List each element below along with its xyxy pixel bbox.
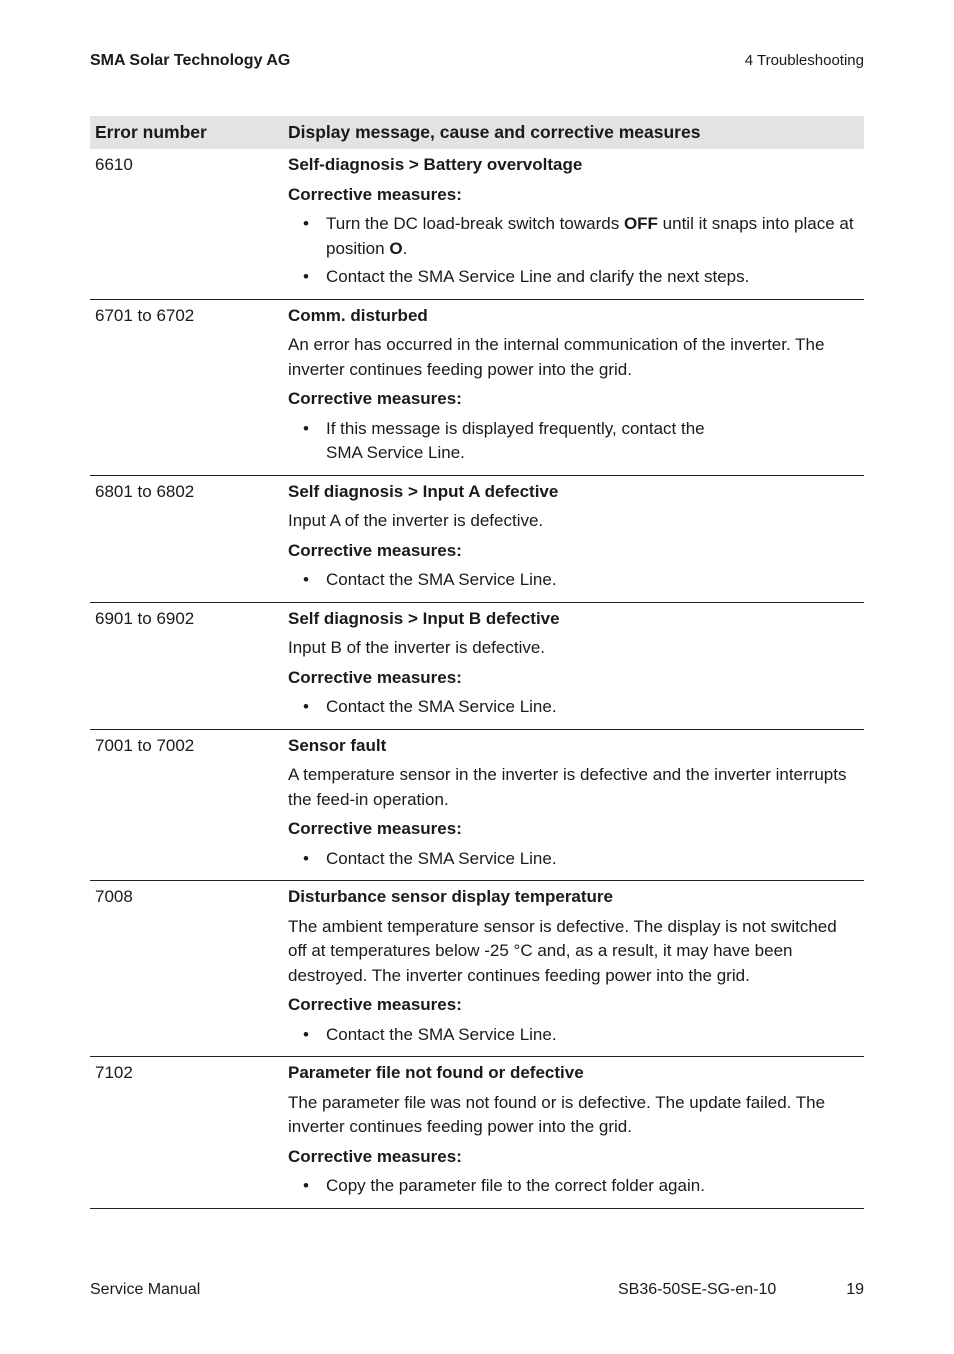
message-cell [283,1057,864,1209]
message-title: Sensor fault [288,735,387,755]
company-name: SMA Solar Technology AG [90,52,291,69]
corrective-label: Corrective measures: [288,540,462,560]
message-title: Self diagnosis > Input A defective [288,481,559,501]
table-row [90,475,864,602]
error-table [90,116,864,1209]
message-description: The parameter file was not found or is defective. The update failed. The inverter continues feeding power into the grid. [288,1092,826,1136]
measure-text: Turn the DC load-break switch towards [326,214,624,233]
corrective-label: Corrective measures: [288,995,462,1014]
corrective-label: Corrective measures: [288,1146,462,1166]
measure-item: • If this message is displayed frequently, contact the SMA Service Line. [288,417,858,466]
column-header-message: Display message, cause and corrective measures [283,116,864,149]
message-description: Input B of the inverter is defective. [288,638,546,657]
corrective-label: Corrective measures: [288,819,462,838]
corrective-label: Corrective measures: [288,389,462,408]
error-number: 7001 to 7002 [95,735,195,755]
measure-text: until it snaps into place at position [326,214,854,258]
measure-list [288,1174,858,1199]
measure-item: • Contact the SMA Service Line. [288,847,858,872]
measure-item: • Copy the parameter file to the correct folder again. [288,1174,858,1199]
measure-list [288,1023,858,1048]
error-number: 6801 to 6802 [95,481,195,501]
corrective-label: Corrective measures: [288,184,462,204]
message-cell [283,475,864,602]
table-header-row [90,116,864,149]
measure-list [288,212,858,290]
manual-type: Service Manual [90,1281,201,1298]
message-title: Self diagnosis > Input B defective [288,608,560,628]
message-title: Self-diagnosis > Battery overvoltage [288,155,583,174]
message-cell [283,602,864,729]
measure-list [288,847,858,872]
table-row [90,729,864,881]
table-row [90,1057,864,1209]
measure-item: • Contact the SMA Service Line. [288,568,858,593]
table-row [90,602,864,729]
message-title: Parameter file not found or defective [288,1063,584,1082]
table-row [90,149,864,299]
message-cell [283,149,864,299]
error-number: 7008 [95,887,133,906]
chapter-title: 4 Troubleshooting [744,52,864,69]
measure-item [288,212,858,261]
measure-bold-o: O [389,238,403,258]
document-id: SB36-50SE-SG-en-10 [618,1281,777,1298]
corrective-label: Corrective measures: [288,667,462,687]
error-number: 6901 to 6902 [95,608,195,628]
error-number: 6701 to 6702 [95,305,195,325]
message-cell [283,729,864,881]
message-title: Comm. disturbed [288,305,428,325]
measure-list [288,568,858,593]
page-number: 19 [846,1281,864,1298]
measure-text: . [402,238,408,258]
measure-item: • Contact the SMA Service Line and clarify the next steps. [288,265,858,290]
measure-bold-off: OFF [623,214,658,233]
measure-item: • Contact the SMA Service Line. [288,1023,858,1048]
error-number: 7102 [95,1063,133,1082]
message-title: Disturbance sensor display temperature [288,887,614,906]
column-header-error-number: Error number [90,116,283,149]
table-row [90,881,864,1057]
measure-item: • Contact the SMA Service Line. [288,695,858,720]
message-cell [283,299,864,475]
measure-list [288,695,858,720]
table-row [90,299,864,475]
error-number: 6610 [95,155,133,174]
message-description: The ambient temperature sensor is defective. The display is not switched off at temperatures below -25 °C and, as a result, it may have been destroyed. The inverter continues feeding power into the grid. [288,916,837,985]
message-description: Input A of the inverter is defective. [288,511,544,530]
message-cell [283,881,864,1057]
message-description: An error has occurred in the internal communication of the inverter. The inverter continues feeding power into the grid. [288,335,825,379]
page-header [90,52,864,70]
measure-list [288,417,858,466]
message-description: A temperature sensor in the inverter is defective and the inverter interrupts the feed-in operation. [288,765,847,809]
